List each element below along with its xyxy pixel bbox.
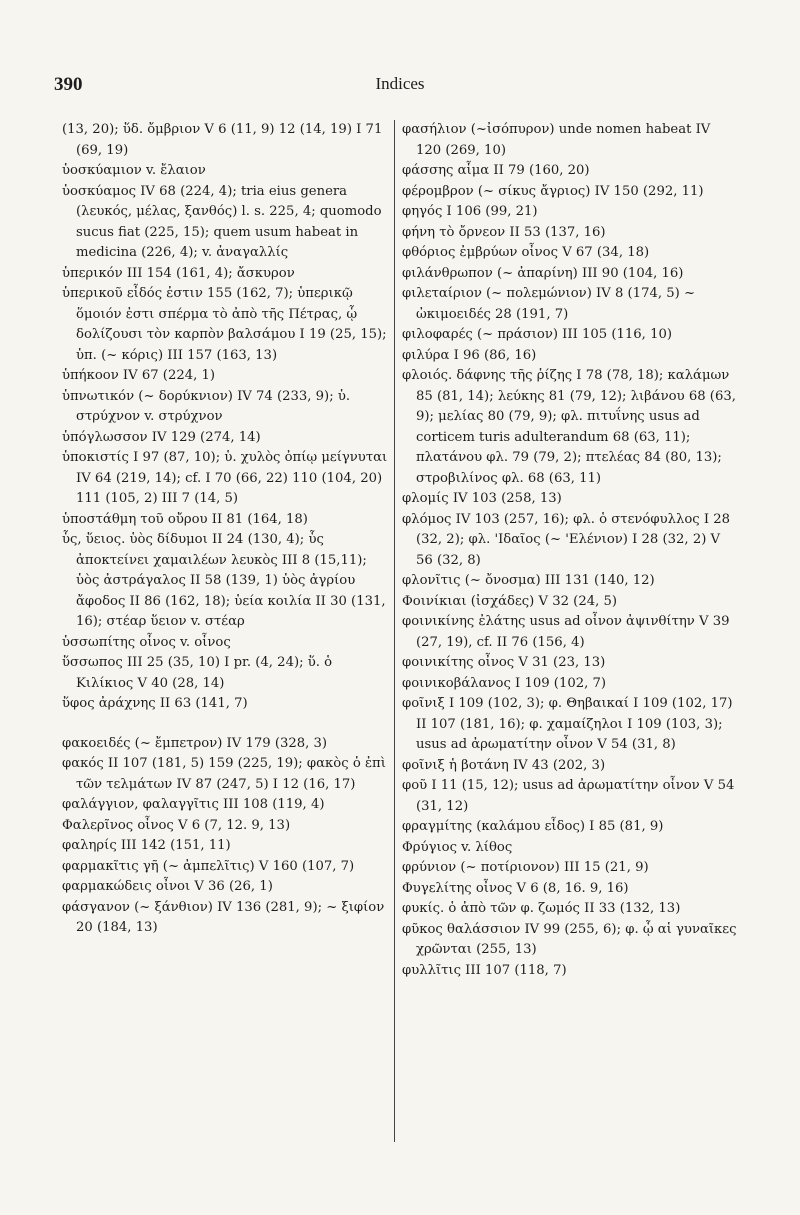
index-entry: φασήλιον (~ἰσόπυρον) unde nomen habeat IV 120 (269, 10) (402, 122, 715, 158)
index-entry: ὑοσκύαμιον v. ἔλαιον (62, 163, 206, 178)
index-entry: φλομίς IV 103 (258, 13) (402, 491, 562, 506)
index-entry: Φαλερῖνος οἶνος V 6 (7, 12. 9, 13) (62, 817, 291, 833)
right-column (402, 120, 741, 981)
left-column (62, 120, 392, 939)
index-entry: ὑπερικόν III 154 (161, 4); ἄσκυρον (62, 265, 295, 281)
index-entry: φοῖνιξ I 109 (102, 3); φ. Θηβαικαί I 109 (102, 17) II 107 (181, 16); φ. χαμαίζηλοι I 109 (103, 3); usus ad ἀρωματίτην οἶνον V 54 (31, 8) (402, 696, 737, 752)
index-entry: φακοειδές (~ ἔμπετρον) IV 179 (328, 3) (62, 735, 328, 751)
index-entry: ὑπνωτικόν (~ δορύκνιον) IV 74 (233, 9); ὑ. στρύχνον v. στρύχνον (62, 388, 355, 424)
index-entry: φέρομβρον (~ σίκυς ἄγριος) IV 150 (292, 11) (402, 183, 704, 199)
index-entry: φηγός I 106 (99, 21) (402, 204, 538, 219)
index-entry: φοῦ I 11 (15, 12); usus ad ἀρωματίτην οἶνον V 54 (31, 12) (402, 778, 739, 814)
index-entry: φυκίς. ὁ ἀπὸ τῶν φ. ζωμός II 33 (132, 13) (402, 901, 681, 916)
index-entry: φαληρίς III 142 (151, 11) (62, 838, 231, 853)
index-entry: Φυγελίτης οἶνος V 6 (8, 16. 9, 16) (402, 880, 629, 896)
index-entry: φακός II 107 (181, 5) 159 (225, 19); φακὸς ὁ ἐπὶ τῶν τελμάτων IV 87 (247, 5) I 12 (16, 17) (62, 756, 391, 792)
running-header (50, 74, 750, 98)
index-entry: Φοινίκιαι (ἰσχάδες) V 32 (24, 5) (402, 593, 618, 609)
index-entry: φοινικίτης οἶνος V 31 (23, 13) (402, 655, 606, 670)
index-entry: Φρύγιος v. λίθος (402, 839, 513, 855)
index-entry: ὗς, ὕειος. ὑὸς δίδυμοι II 24 (130, 4); ὗς ἀποκτείνει χαμαιλέων λευκὸς III 8 (15,11); ὑὸς ἀστράγαλος II 58 (139, 1) ὑὸς ἀγρίου ἄφοδος II 86 (162, 18); ὑεία κοιλία II 30 (131, 16); στέαρ ὕειον v. στέαρ (62, 532, 390, 629)
index-entry: φιλοφαρές (~ πράσιον) III 105 (116, 10) (402, 327, 672, 342)
index-entry: φθόριος ἐμβρύων οἶνος V 67 (34, 18) (402, 245, 650, 260)
index-entry: φοῖνιξ ἡ βοτάνη IV 43 (202, 3) (402, 757, 606, 773)
index-entry: φλοιός. δάφνης τῆς ῥίζης I 78 (78, 18); καλάμων 85 (81, 14); λεύκης 81 (79, 12); λιβάνου 68 (63, 9); μελίας 80 (79, 9); φλ. πιτυΐνης usus ad corticem turis adulterandum 68 (63, 11); πλατάνου φλ. 79 (79, 2); πτελέας 84 (80, 13); στροβιλίνος φλ. 68 (63, 11) (402, 368, 741, 486)
index-entry: φιλεταίριον (~ πολεμώνιον) IV 8 (174, 5) ~ ὠκιμοειδές 28 (191, 7) (402, 286, 700, 322)
index-entry: ὑπήκοον IV 67 (224, 1) (62, 368, 216, 383)
index-entry: ὑσσωπίτης οἶνος v. οἶνος (62, 634, 231, 650)
index-entry: ὑποκιστίς I 97 (87, 10); ὑ. χυλὸς ὀπίῳ μείγνυται IV 64 (219, 14); cf. I 70 (66, 22) 110 (104, 20) 111 (105, 2) III 7 (14, 5) (62, 450, 392, 506)
index-entry: φραγμίτης (καλάμου εἶδος) I 85 (81, 9) (402, 819, 664, 834)
running-title: Indices (375, 74, 425, 93)
index-entry: φρύνιον (~ ποτίριονον) III 15 (21, 9) (402, 860, 649, 875)
index-entry: ὑπερικοῦ εἶδός ἐστιν 155 (162, 7); ὑπερικῷ ὅμοιόν ἐστι σπέρμα τὸ ἀπὸ τῆς Πέτρας, ᾧ δολίζουσι τὸν καρπὸν βαλσάμου I 19 (25, 15); ὑπ. (~ κόρις) III 157 (163, 13) (62, 286, 391, 363)
index-entry: φλονῖτις (~ ὄνοσμα) III 131 (140, 12) (402, 573, 655, 588)
index-entry: φήνη τὸ ὄρνεον II 53 (137, 16) (402, 224, 606, 240)
section-gap (62, 715, 388, 734)
index-entry: ὕφος ἀράχνης II 63 (141, 7) (62, 696, 248, 711)
index-entry: φάσσης αἷμα II 79 (160, 20) (402, 163, 590, 178)
index-entry: φοινικοβάλανος I 109 (102, 7) (402, 675, 607, 691)
index-entry: φαλάγγιον, φαλαγγῖτις III 108 (119, 4) (62, 797, 325, 812)
index-entry: φυλλῖτις III 107 (118, 7) (402, 962, 567, 978)
index-entry: ὑποστάθμη τοῦ οὔρου II 81 (164, 18) (62, 511, 308, 527)
index-entry: φῦκος θαλάσσιον IV 99 (255, 6); φ. ᾧ αἱ γυναῖκες χρῶνται (255, 13) (402, 921, 741, 957)
index-entry: ὑπόγλωσσον IV 129 (274, 14) (62, 429, 261, 445)
column-divider (394, 120, 395, 1142)
index-entry: φαρμακῖτις γῆ (~ ἀμπελῖτις) V 160 (107, 7) (62, 858, 355, 874)
page-number: 390 (54, 74, 83, 95)
index-entry: ὕσσωπος III 25 (35, 10) I pr. (4, 24); ὕ. ὁ Κιλίκιος V 40 (28, 14) (62, 655, 337, 691)
index-entry: φλόμος IV 103 (257, 16); φλ. ὁ στενόφυλλος I 28 (32, 2); φλ. 'Ιδαῖος (~ 'Ελένιον) I 28 (32, 2) V 56 (32, 8) (402, 511, 735, 568)
index-entry: φιλάνθρωπον (~ ἀπαρίνη) III 90 (104, 16) (402, 265, 684, 281)
index-entry: (13, 20); ὕδ. ὄμβριον V 6 (11, 9) 12 (14, 19) I 71 (69, 19) (62, 122, 387, 158)
index-entry: φαρμακώδεις οἶνοι V 36 (26, 1) (62, 879, 273, 894)
index-entry: φοινικίνης ἐλάτης usus ad οἶνον ἀψινθίτην V 39 (27, 19), cf. II 76 (156, 4) (402, 614, 734, 650)
index-entry: φάσγανον (~ ξάνθιον) IV 136 (281, 9); ~ ξιφίον 20 (184, 13) (62, 899, 389, 935)
index-entry: φιλύρα I 96 (86, 16) (402, 347, 537, 363)
index-entry: ὑοσκύαμος IV 68 (224, 4); tria eius genera (λευκός, μέλας, ξανθός) l. s. 225, 4; quomodo sucus fiat (225, 15); quem usum habeat in medicina (226, 4); v. ἀναγαλλίς (62, 183, 386, 260)
